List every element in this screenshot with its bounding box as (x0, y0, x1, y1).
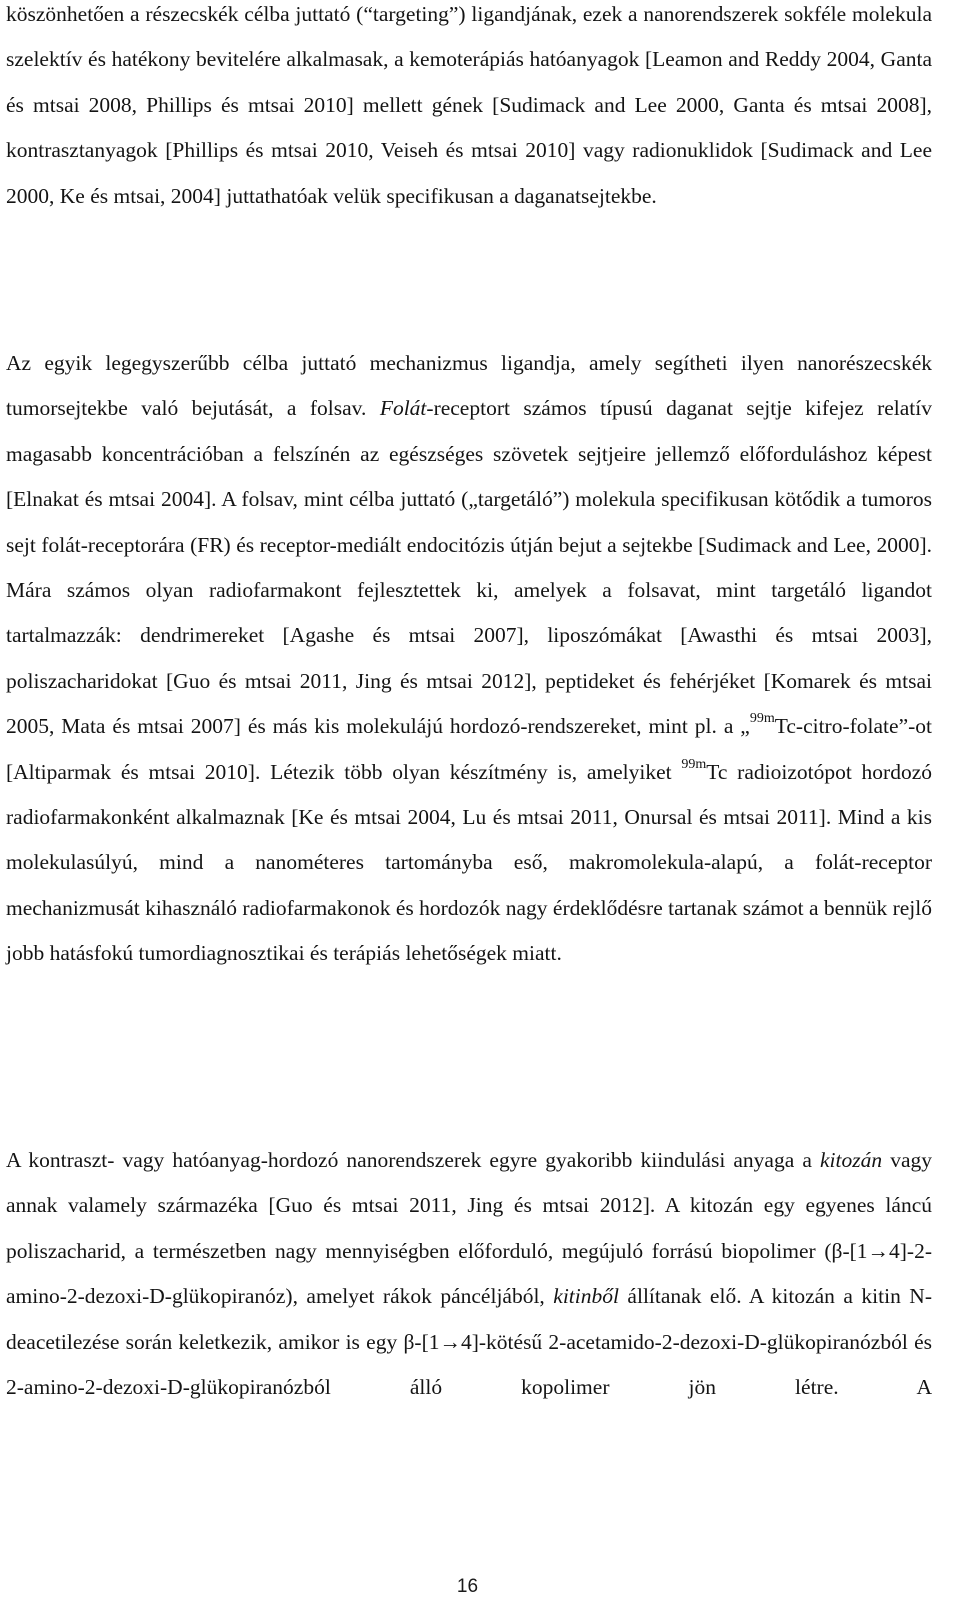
page-number: 16 (456, 1576, 479, 1597)
text-run: A kontraszt- vagy hatóanyag-hordozó nanorendszerek egyre gyakoribb kiindulási anyaga a (6, 1148, 820, 1172)
text-run: -receptort számos típusú daganat sejtje kifejez relatív magasabb koncentrációban a felszínén az egészséges szövetek sejtjeire jellemző előforduláshoz képest [Elnakat és mtsai 2004]. A folsav, mint célba juttató („targetáló”) molekula specifikusan kötődik a tumoros sejt folát-receptorára (FR) és receptor-mediált endocitózis útján bejut a sejtekbe [Sudimack and Lee, 2000]. Mára számos olyan radiofarmakont fejlesztettek ki, amelyek a folsavat, mint targetáló ligandot tartalmazzák: dendrimereket [Agashe és mtsai 2007], liposzómákat [Awasthi és mtsai 2003], poliszacharidokat [Guo és mtsai 2011, Jing és mtsai 2012], peptideket és fehérjéket [Komarek és mtsai 2005, Mata és mtsai 2007] és más kis molekulájú hordozó-rendszereket, mint pl. a „ (6, 396, 932, 739)
italic-term: kitinből (553, 1284, 619, 1309)
paragraph-3 (6, 1138, 932, 1410)
italic-term: kitozán (820, 1148, 883, 1172)
text-run: Az egyik legegyszerűbb célba juttató mechanizmus ligandja, amely segítheti ilyen nanorészecskék tumorsejtekbe való bejutását, a folsav. (6, 351, 932, 421)
text-run: vagy annak valamely származéka [Guo és mtsai 2011, Jing és mtsai 2012]. A kitozán egy egyenes láncú poliszacharid, a természetben nagy mennyiségben előforduló, megújuló forrású biopolimer (β-[1→4]-2-amino-2-dezoxi-D-glükopiranóz), amelyet rákok páncéljából, (6, 1148, 932, 1309)
superscript: 99m (681, 756, 707, 772)
text-run: köszönhetően a részecskék célba juttató (“targeting”) ligandjának, ezek a nanorendszerek sokféle molekula szelektív és hatékony bevitelére alkalmasak, a kemoterápiás hatóanyagok [Leamon and Reddy 2004, Ganta és mtsai 2008, Phillips és mtsai 2010] mellett gének [Sudimack and Lee 2000, Ganta és mtsai 2008], kontrasztanyagok [Phillips és mtsai 2010, Veiseh és mtsai 2010] vagy radionuklidok [Sudimack and Lee 2000, Ke és mtsai, 2004] juttathatóak velük specifikusan a daganatsejtekbe. (6, 2, 932, 208)
paragraph-1 (6, 0, 932, 219)
text-run: állítanak elő. A kitozán a kitin N-deacetilezése során keletkezik, amikor is egy β-[1→4]-kötésű 2-acetamido-2-dezoxi-D-glükopiranózból és 2-amino-2-dezoxi-D-glükopiranózból álló kopolimer jön létre. A (6, 1284, 932, 1400)
text-run: Tc radioizotópot hordozó radiofarmakonként alkalmaznak [Ke és mtsai 2004, Lu és mtsai 2011, Onursal és mtsai 2011]. Mind a kis molekulasúlyú, mind a nanométeres tartományba eső, makromolekula-alapú, a folát-receptor mechanizmusát kihasználó radiofarmakonok és hordozók nagy érdeklődésre tartanak számot a bennük rejlő jobb hatásfokú tumordiagnosztikai és terápiás lehetőségek miatt. (6, 759, 932, 966)
paragraph-2 (6, 341, 932, 977)
superscript: 99m (749, 711, 775, 727)
text-run: Tc-citro-folate”-ot [Altiparmak és mtsai 2010]. Létezik több olyan készítmény is, amelyiket (6, 714, 932, 784)
italic-term: Folát (379, 396, 427, 421)
